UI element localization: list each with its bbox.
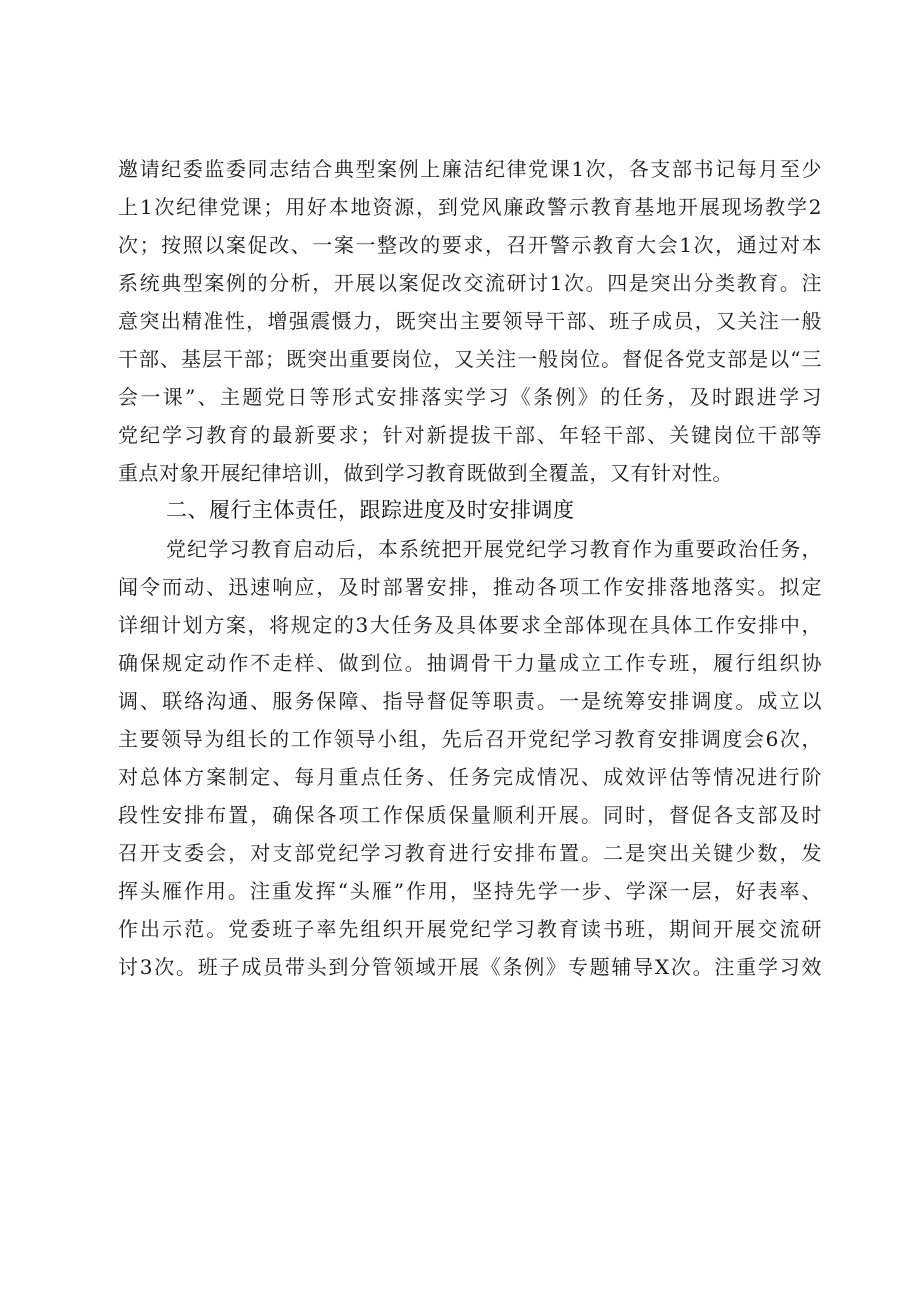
text-line: 党纪学习教育的最新要求；针对新提拔干部、年轻干部、关键岗位干部等 <box>118 423 822 447</box>
text-line: 系统典型案例的分析，开展以案促改交流研讨1次。四是突出分类教育。注 <box>118 271 822 295</box>
text-line: 上1次纪律党课；用好本地资源，到党风廉政警示教育基地开展现场教学2 <box>118 195 822 219</box>
text-line: 召开支委会，对支部党纪学习教育进行安排布置。二是突出关键少数，发 <box>118 841 822 865</box>
section-heading: 二、履行主体责任，跟踪进度及时安排调度 <box>166 498 575 522</box>
text-line: 干部、基层干部；既突出重要岗位，又关注一般岗位。督促各党支部是以“三 <box>118 347 822 371</box>
text-line: 主要领导为组长的工作领导小组，先后召开党纪学习教育安排调度会6次， <box>118 727 822 751</box>
text-line: 意突出精准性，增强震慑力，既突出主要领导干部、班子成员，又关注一般 <box>118 309 822 333</box>
text-line: 调、联络沟通、服务保障、指导督促等职责。一是统筹安排调度。成立以 <box>118 689 822 713</box>
text-line: 挥头雁作用。注重发挥“头雁”作用，坚持先学一步、学深一层，好表率、 <box>118 879 822 903</box>
text-line: 作出示范。党委班子率先组织开展党纪学习教育读书班，期间开展交流研 <box>118 917 822 941</box>
text-line: 段性安排布置，确保各项工作保质保量顺利开展。同时，督促各支部及时 <box>118 803 822 827</box>
text-line: 确保规定动作不走样、做到位。抽调骨干力量成立工作专班，履行组织协 <box>118 651 822 675</box>
text-line: 讨3次。班子成员带头到分管领域开展《条例》专题辅导X次。注重学习效 <box>118 955 822 979</box>
text-line: 党纪学习教育启动后，本系统把开展党纪学习教育作为重要政治任务， <box>166 537 822 561</box>
text-line: 邀请纪委监委同志结合典型案例上廉洁纪律党课1次，各支部书记每月至少 <box>118 157 822 181</box>
text-line: 闻令而动、迅速响应，及时部署安排，推动各项工作安排落地落实。拟定 <box>118 575 822 599</box>
text-line: 会一课”、主题党日等形式安排落实学习《条例》的任务，及时跟进学习 <box>118 385 822 409</box>
text-line: 详细计划方案，将规定的3大任务及具体要求全部体现在具体工作安排中， <box>118 613 822 637</box>
text-line: 次；按照以案促改、一案一整改的要求，召开警示教育大会1次，通过对本 <box>118 233 822 257</box>
text-line: 重点对象开展纪律培训，做到学习教育既做到全覆盖，又有针对性。 <box>118 461 733 485</box>
text-line: 对总体方案制定、每月重点任务、任务完成情况、成效评估等情况进行阶 <box>118 765 822 789</box>
